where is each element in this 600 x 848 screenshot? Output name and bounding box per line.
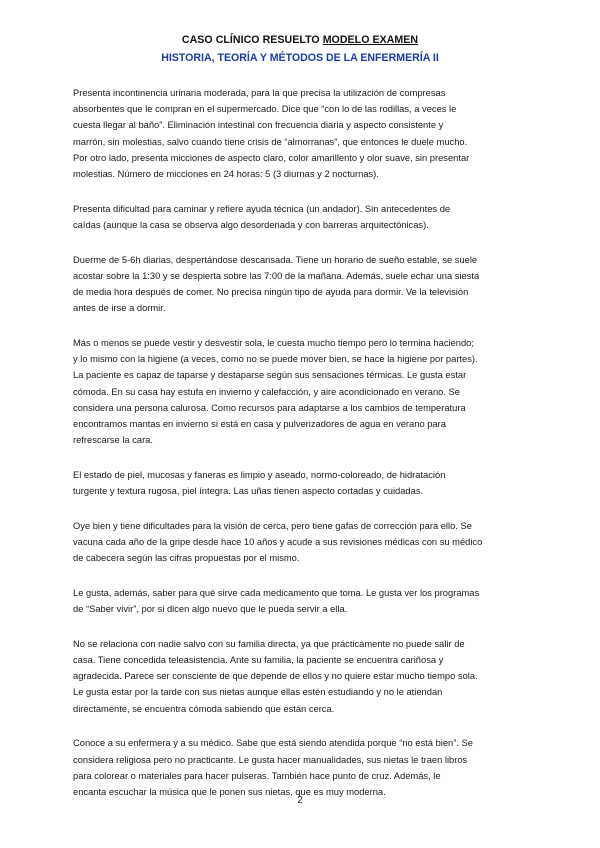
paragraph	[73, 518, 533, 567]
paragraph-line: acostar sobre la 1:30 y se despierta sobre las 7:00 de la mañana. Además, suele echar una siesta	[73, 270, 480, 281]
document-body	[73, 85, 533, 819]
paragraph-line: Más o menos se puede vestir y desvestir sola, le cuesta mucho tiempo pero lo termina haciendo;	[73, 337, 474, 348]
paragraph-line: considera una persona calurosa. Como recursos para adaptarse a los cambios de temperatura	[73, 402, 466, 413]
paragraph-line: de media hora después de comer. No precisa ningún tipo de ayuda para dormir. Ve la televisión	[73, 287, 469, 298]
paragraph-line: casa. Tiene concedida teleasistencia. Ante su familia, la paciente se encuentra cariñosa y	[73, 654, 444, 665]
paragraph-line: Conoce a su enfermera y a su médico. Sabe que está siendo atendida porque “no está bien”. Se	[73, 738, 473, 749]
paragraph	[73, 252, 533, 317]
paragraph-line: directamente, se encuentra cómoda sabiendo que están cerca.	[73, 703, 335, 714]
page-number: 2	[297, 795, 303, 806]
paragraph-line: y lo mismo con la higiene (a veces, como no se puede mover bien, se hace la higiene por partes).	[73, 354, 478, 365]
paragraph-line: Por otro lado, presenta micciones de aspecto claro, color amarillento y olor suave, sin presentar	[73, 152, 470, 163]
paragraph-line: antes de irse a dormir.	[73, 303, 166, 314]
paragraph-line: molestias. Número de micciones en 24 horas: 5 (3 diurnas y 2 nocturnas).	[73, 169, 379, 180]
paragraph	[73, 467, 533, 499]
paragraph-line: caídas (aunque la casa se observa algo desordenada y con barreras arquitectónicas).	[73, 219, 429, 230]
paragraph-line: agradecida. Parece ser consciente de que depende de ellos y no quiere estar mucho tiempo sola.	[73, 671, 478, 682]
paragraph-line: El estado de piel, mucosas y faneras es limpio y aseado, normo-coloreado, de hidratación	[73, 469, 446, 480]
paragraph-line: turgente y textura rugosa, piel íntegra. Las uñas tienen aspecto cortadas y cuidadas.	[73, 486, 424, 497]
paragraph	[73, 585, 533, 617]
paragraph-line: No se relaciona con nadie salvo con su familia directa, ya que prácticamente no puede salir de	[73, 638, 465, 649]
paragraph-line: Oye bien y tiene dificultades para la visión de cerca, pero tiene gafas de corrección para ello. Se	[73, 520, 472, 531]
paragraph-line: absorbentes que le compran en el supermercado. Dice que “con lo de las rodillas, a veces le	[73, 104, 457, 115]
paragraph	[73, 735, 533, 800]
title-underlined: MODELO EXAMEN	[322, 34, 419, 46]
paragraph-line: encanta escuchar la música que le ponen sus nietas, que es muy moderna.	[73, 786, 386, 797]
title-prefix: CASO CLÍNICO RESUELTO	[181, 34, 323, 46]
paragraph-line: para colorear o materiales para hacer pulseras. También hace punto de cruz. Además, le	[73, 770, 441, 781]
paragraph	[73, 335, 533, 448]
paragraph-line: marrón, sin molestias, salvo cuando tiene crisis de “almorranas”, que entonces le duele mucho.	[73, 136, 468, 147]
paragraph-line: de cabecera según las cifras propuestas por el mismo.	[73, 553, 300, 564]
paragraph-line: Presenta dificultad para caminar y refiere ayuda técnica (un andador). Sin antecedentes de	[73, 203, 451, 214]
paragraph-line: encontramos mantas en invierno si está en casa y pulverizadores de agua en verano para	[73, 418, 446, 429]
paragraph-line: Le gusta estar por la tarde con sus nietas aunque ellas estén estudiando y no le atiendan	[73, 687, 443, 698]
paragraph-line: de “Saber vivir”, por si dicen algo nuevo que le pueda servir a ella.	[73, 604, 348, 615]
paragraph-line: refrescarse la cara.	[73, 435, 153, 446]
paragraph	[73, 85, 533, 182]
paragraph-line: cuesta llegar al baño”. Eliminación intestinal con frecuencia diaria y aspecto consistente y	[73, 120, 444, 131]
paragraph-line: considera religiosa pero no practicante. Le gusta hacer manualidades, sus nietas le traen libros	[73, 754, 468, 765]
paragraph-line: cómoda. En su casa hay estufa en invierno y calefacción, y aire acondicionado en verano. Se	[73, 386, 460, 397]
paragraph	[73, 636, 533, 717]
paragraph-line: Presenta incontinencia urinaria moderada, para la que precisa la utilización de compresas	[73, 88, 446, 98]
paragraph-line: Le gusta, además, saber para qué sirve cada medicamento que toma. Le gusta ver los programas	[73, 587, 480, 598]
document-subtitle: HISTORIA, TEORÍA Y MÉTODOS DE LA ENFERMERÍA II	[161, 52, 439, 64]
paragraph-line: La paciente es capaz de taparse y destaparse según sus sensaciones térmicas. Le gusta estar	[73, 370, 467, 381]
paragraph-line: vacuna cada año de la gripe desde hace 10 años y acude a sus revisiones médicas con su médico	[73, 536, 483, 547]
document-title	[0, 34, 600, 46]
paragraph-line: Duerme de 5-6h diarias, despertándose descansada. Tiene un horario de sueño estable, se suele	[73, 254, 478, 265]
paragraph	[73, 201, 533, 233]
